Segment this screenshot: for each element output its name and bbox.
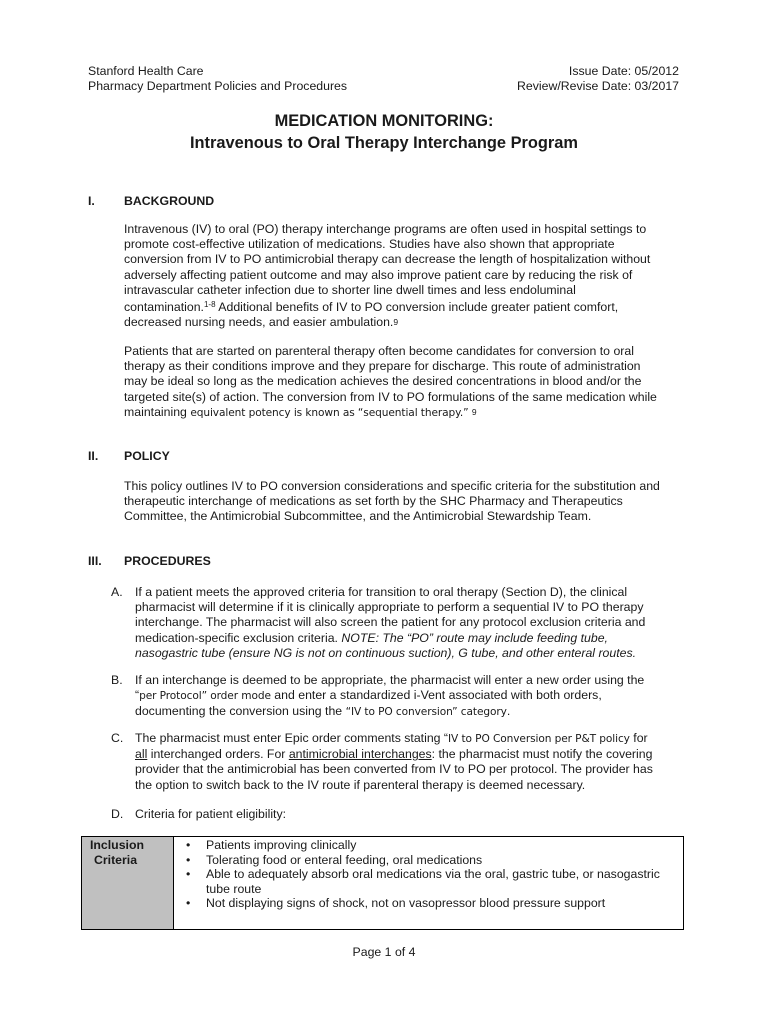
- text-line: Patients that are started on parenteral therapy often become candidates for conversion to oral: [124, 344, 634, 358]
- citation-ref: 9: [471, 406, 477, 417]
- text-line: intravascular catheter infection due to shorter line dwell times and less endoluminal: [124, 282, 576, 297]
- text-span: equivalent potency is known as “sequential therapy.”: [190, 406, 469, 419]
- citation-ref: 9: [393, 317, 399, 328]
- text-span: decreased nursing needs, and easier ambulation.: [124, 315, 394, 330]
- order-mode-text: per Protocol” order mode: [139, 690, 271, 703]
- procedure-c-text: [135, 731, 695, 793]
- text-line: [135, 747, 695, 762]
- text-line: [124, 300, 684, 315]
- page-number: Page 1 of 4: [352, 945, 416, 959]
- text-span: contamination.: [124, 300, 204, 315]
- text-span: The pharmacist must enter Epic order comments stating “: [135, 731, 449, 745]
- text-line: [124, 315, 684, 330]
- text-span: Additional benefits of IV to PO conversion include greater patient comfort,: [215, 300, 619, 315]
- background-paragraph-2: [124, 344, 684, 421]
- text-line: If a patient meets the approved criteria for transition to oral therapy (Section D), the clinical: [135, 585, 628, 599]
- section-1-number: I.: [88, 194, 95, 208]
- text-line: If an interchange is deemed to be appropriate, the pharmacist will enter a new order using the: [135, 673, 645, 687]
- order-comment-text: IV to PO Conversion per P&T policy: [448, 733, 630, 745]
- criteria-header-line2: Criteria: [94, 853, 138, 867]
- text-span: medication-specific exclusion criteria.: [135, 630, 342, 645]
- emphasis-text: antimicrobial interchanges: [288, 747, 432, 762]
- citation-superscript: 1-8: [203, 300, 216, 310]
- list-item: • Not displaying signs of shock, not on vasopressor blood pressure support: [186, 896, 660, 911]
- text-line: therapy as their conditions improve and they prepare for discharge. This route of administration: [124, 359, 641, 374]
- text-span: documenting the conversion using the: [135, 704, 346, 719]
- text-span: : the pharmacist must notify the covering: [431, 747, 653, 762]
- section-2-title: POLICY: [124, 449, 170, 463]
- text-line: conversion from IV to PO antimicrobial therapy can decrease the length of hospitalization without: [124, 252, 651, 267]
- note-text: NOTE: The “PO” route may include feeding tube,: [341, 630, 608, 645]
- procedure-b-text: [135, 673, 695, 721]
- text-line: [135, 704, 695, 720]
- page-title-line1: MEDICATION MONITORING:: [274, 112, 494, 130]
- criteria-list: [186, 838, 660, 911]
- text-line: therapeutic interchange of medications as set forth by the SHC Pharmacy and Therapeutics: [124, 494, 623, 509]
- text-line: the option to switch back to the IV route if parenteral therapy is deemed necessary.: [135, 777, 586, 792]
- procedure-c-letter: C.: [111, 731, 124, 745]
- list-item: • Tolerating food or enteral feeding, oral medications: [186, 853, 660, 868]
- page-title-line2: Intravenous to Oral Therapy Interchange Program: [189, 134, 578, 152]
- section-3-number: III.: [88, 554, 102, 568]
- text-line: [124, 405, 684, 421]
- text-line: Intravenous (IV) to oral (PO) therapy interchange programs are often used in hospital settings to: [124, 222, 647, 236]
- procedure-d-letter: D.: [111, 807, 124, 821]
- text-line: Committee, the Antimicrobial Subcommittee, and the Antimicrobial Stewardship Team.: [124, 509, 592, 524]
- text-span: maintaining: [124, 404, 191, 419]
- procedure-b-letter: B.: [111, 673, 123, 687]
- text-line: [135, 688, 695, 704]
- text-span: .: [506, 704, 511, 719]
- list-item-continuation: tube route: [206, 881, 262, 896]
- policy-paragraph: [124, 479, 684, 525]
- procedure-d-text: Criteria for patient eligibility:: [135, 807, 287, 821]
- text-span: for: [629, 731, 648, 745]
- header-org: Stanford Health Care: [88, 64, 204, 78]
- text-span: and enter a standardized i-Vent associated with both orders,: [270, 688, 602, 703]
- text-line: adversely affecting patient outcome and may also improve patient care by reducing the risk of: [124, 267, 633, 282]
- criteria-header-line1: Inclusion: [90, 838, 144, 852]
- text-line: interchange. The pharmacist will also screen the patient for any protocol exclusion criteria and: [135, 615, 646, 630]
- text-line: This policy outlines IV to PO conversion considerations and specific criteria for the substitution and: [124, 479, 660, 493]
- section-2-number: II.: [88, 449, 99, 463]
- text-span: interchanged orders. For: [147, 747, 289, 762]
- text-line: pharmacist will determine if it is clinically appropriate to perform a sequential IV to PO therapy: [135, 600, 644, 615]
- text-line: targeted site(s) of action. The conversion from IV to PO formulations of the same medication while: [124, 389, 657, 404]
- note-text: nasogastric tube (ensure NG is not on continuous suction), G tube, and other enteral routes.: [135, 645, 637, 660]
- list-item: • Patients improving clinically: [186, 838, 660, 853]
- emphasis-text: all: [135, 747, 148, 762]
- criteria-table: [81, 836, 684, 930]
- procedure-a-text: [135, 585, 695, 661]
- criteria-header-cell: [82, 837, 174, 929]
- text-line: may be ideal so long as the medication achieves the desired concentrations in blood and/or the: [124, 374, 642, 389]
- section-1-title: BACKGROUND: [124, 194, 215, 208]
- background-paragraph-1: [124, 222, 684, 330]
- list-item: • Able to adequately absorb oral medications via the oral, gastric tube, or nasogastric: [186, 867, 660, 882]
- header-issue-date: Issue Date: 05/2012: [568, 64, 679, 78]
- header-dept: Pharmacy Department Policies and Procedures: [88, 79, 348, 93]
- header-review-date: Review/Revise Date: 03/2017: [517, 79, 679, 93]
- text-line: [135, 631, 695, 646]
- text-line: promote cost-effective utilization of medications. Studies have also shown that appropriate: [124, 237, 615, 252]
- procedure-a-letter: A.: [111, 585, 123, 599]
- section-3-title: PROCEDURES: [124, 554, 211, 568]
- text-line: provider that the antimicrobial has been converted from IV to PO per protocol. The provider has: [135, 762, 653, 777]
- category-text: “IV to PO conversion” category: [345, 706, 507, 719]
- text-span: “: [135, 688, 140, 703]
- text-line: [135, 731, 695, 747]
